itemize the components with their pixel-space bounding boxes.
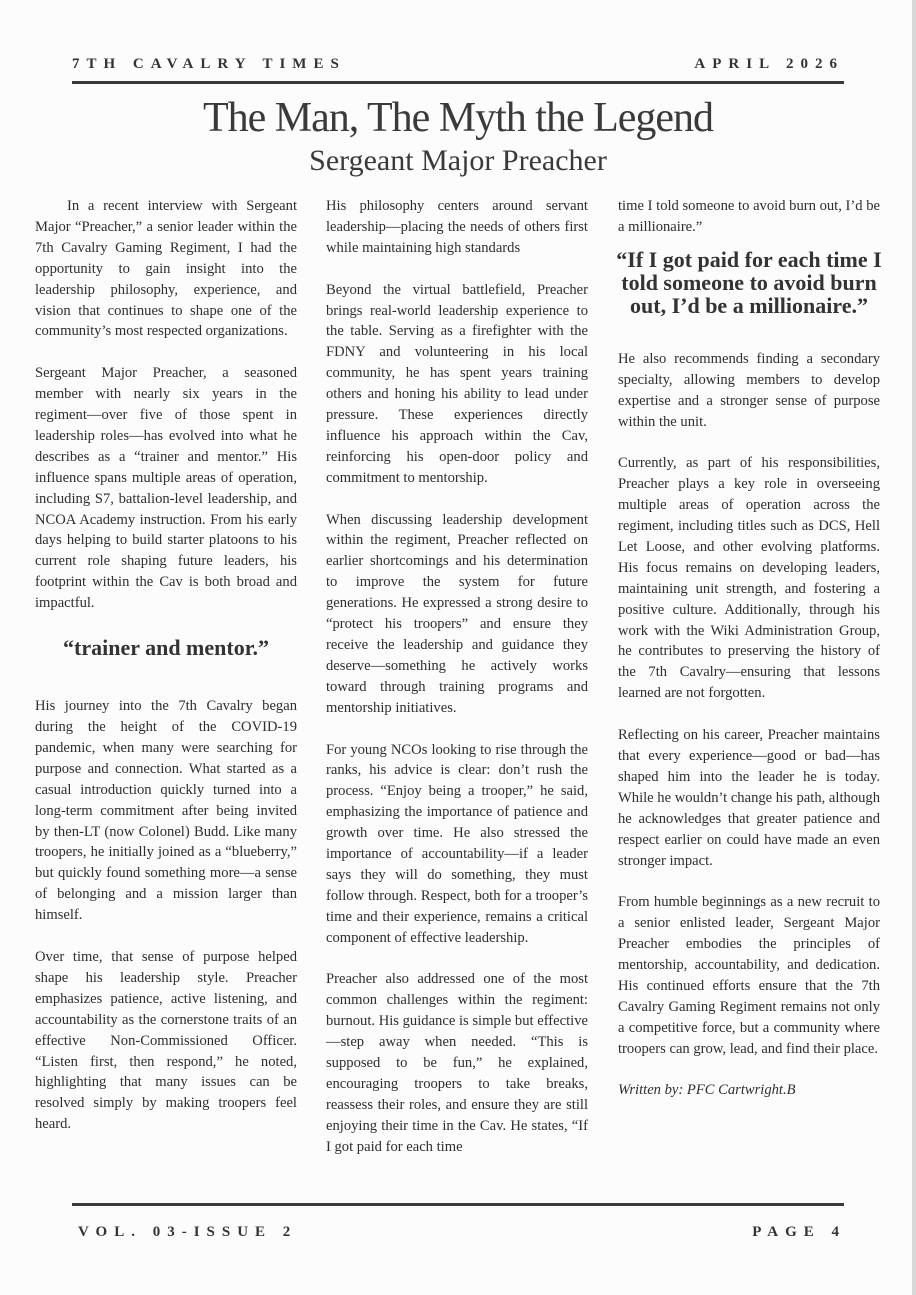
page-number: PAGE 4	[752, 1223, 846, 1240]
pull-quote: “trainer and mentor.”	[63, 635, 269, 661]
paragraph: His journey into the 7th Cavalry began during the height of the COVID-19 pandemic, when many were searching for purpose and connection. What started as a casual introduction quickly turned into a long-term commitment after being invited by then-LT (now Colonel) Budd. Like many troopers, he initially joined as a “blueberry,” but quickly found something more—a sense of belonging and a mission larger than himself.	[35, 698, 297, 924]
publication-name: 7TH CAVALRY TIMES	[72, 55, 346, 72]
author-byline: Written by: PFC Cartwright.B	[618, 1082, 796, 1099]
article-subheadline: Sergeant Major Preacher	[309, 144, 607, 177]
issue-date: APRIL 2026	[694, 55, 844, 72]
article-column-2	[326, 196, 588, 1158]
page-edge	[912, 0, 916, 1295]
volume-issue: VOL. 03-ISSUE 2	[78, 1223, 298, 1240]
paragraph: Sergeant Major Preacher, a seasoned member with nearly six years in the regiment—over five of those spent in leadership roles—has evolved into what he describes as a “trainer and mentor.” His influence spans multiple areas of operation, including S7, battalion-level leadership, and NCOA Academy instruction. From his early days helping to build starter platoons to his current role shaping future leaders, his footprint within the Cav is both broad and impactful.	[35, 365, 297, 612]
paragraph: Reflecting on his career, Preacher maintains that every experience—good or bad—has shaped him into the leader he is today. While he wouldn’t change his path, although he acknowledges that greater patience and respect earlier on could have made an even stronger impact.	[618, 727, 880, 869]
paragraph: From humble beginnings as a new recruit to a senior enlisted leader, Sergeant Major Preacher embodies the principles of mentorship, accountability, and dedication. His continued efforts ensure that the 7th Cavalry Gaming Regiment remains not only a competitive force, but a community where troopers can grow, lead, and find their place.	[618, 894, 880, 1057]
paragraph: He also recommends finding a secondary specialty, allowing members to develop expertise and a stronger sense of purpose within the unit.	[618, 350, 880, 430]
article-column-3	[618, 196, 880, 1101]
masthead-bar	[72, 54, 844, 74]
paragraph: Beyond the virtual battlefield, Preacher brings real-world leadership experience to the table. Serving as a firefighter with the FDNY and volunteering in his local community, he has spent years training others and honing his ability to lead under pressure. These experiences directly influence his approach within the Cav, reinforcing his open-door policy and commitment to mentorship.	[326, 281, 588, 486]
paragraph: Preacher also addressed one of the most common challenges within the regiment: burnout. His guidance is simple but effective—step away when needed. “This is supposed to be fun,” he explained, encouraging troopers to take breaks, reassess their roles, and ensure they are still enjoying their time in the Cav. He states, “If I got paid for each time	[326, 971, 588, 1155]
article-column-1	[35, 196, 297, 1135]
paragraph: time I told someone to avoid burn out, I’d be a millionaire.”	[618, 198, 880, 235]
paragraph: Over time, that sense of purpose helped shape his leadership style. Preacher emphasizes patience, active listening, and accountability as the cornerstone traits of an effective Non-Commissioned Officer. “Listen first, then respond,” he noted, highlighting that many issues can be resolved simply by making troopers feel heard.	[35, 948, 297, 1133]
pull-quote: “If I got paid for each time I told someone to avoid burn out, I’d be a millionaire.”	[616, 246, 882, 318]
footer-bar	[78, 1222, 846, 1242]
paragraph: His philosophy centers around servant leadership—placing the needs of others first while maintaining high standards	[326, 198, 588, 256]
masthead-divider	[72, 81, 844, 84]
article-headline: The Man, The Myth the Legend	[202, 95, 714, 141]
footer-divider	[72, 1203, 844, 1206]
paragraph: For young NCOs looking to rise through the ranks, his advice is clear: don’t rush the process. “Enjoy being a trooper,” he said, emphasizing the importance of patience and growth over time. He also stressed the importance of accountability—if a leader says they will do something, they must follow through. Respect, both for a trooper’s time and their experience, remains a critical component of effective leadership.	[326, 741, 588, 946]
paragraph: In a recent interview with Sergeant Major “Preacher,” a senior leader within the 7th Cavalry Gaming Regiment, I had the opportunity to gain insight into the leadership philosophy, experience, and vision that continues to shape one of the community’s most respected organizations.	[35, 198, 297, 340]
paragraph: Currently, as part of his responsibilities, Preacher plays a key role in overseeing multiple areas of operation across the regiment, including titles such as DCS, Hell Let Loose, and other evolving platforms. His focus remains on developing leaders, maintaining unit strength, and fostering a positive culture. Additionally, through his work with the Wiki Administration Group, he contributes to preserving the history of the 7th Cavalry—ensuring that lessons learned are not forgotten.	[618, 455, 880, 702]
paragraph: When discussing leadership development within the regiment, Preacher reflected on earlier shortcomings and his determination to improve the system for future generations. He expressed a strong desire to “protect his troopers” and ensure they receive the leadership and guidance they deserve—something he actively works toward through training programs and mentorship initiatives.	[326, 511, 588, 716]
